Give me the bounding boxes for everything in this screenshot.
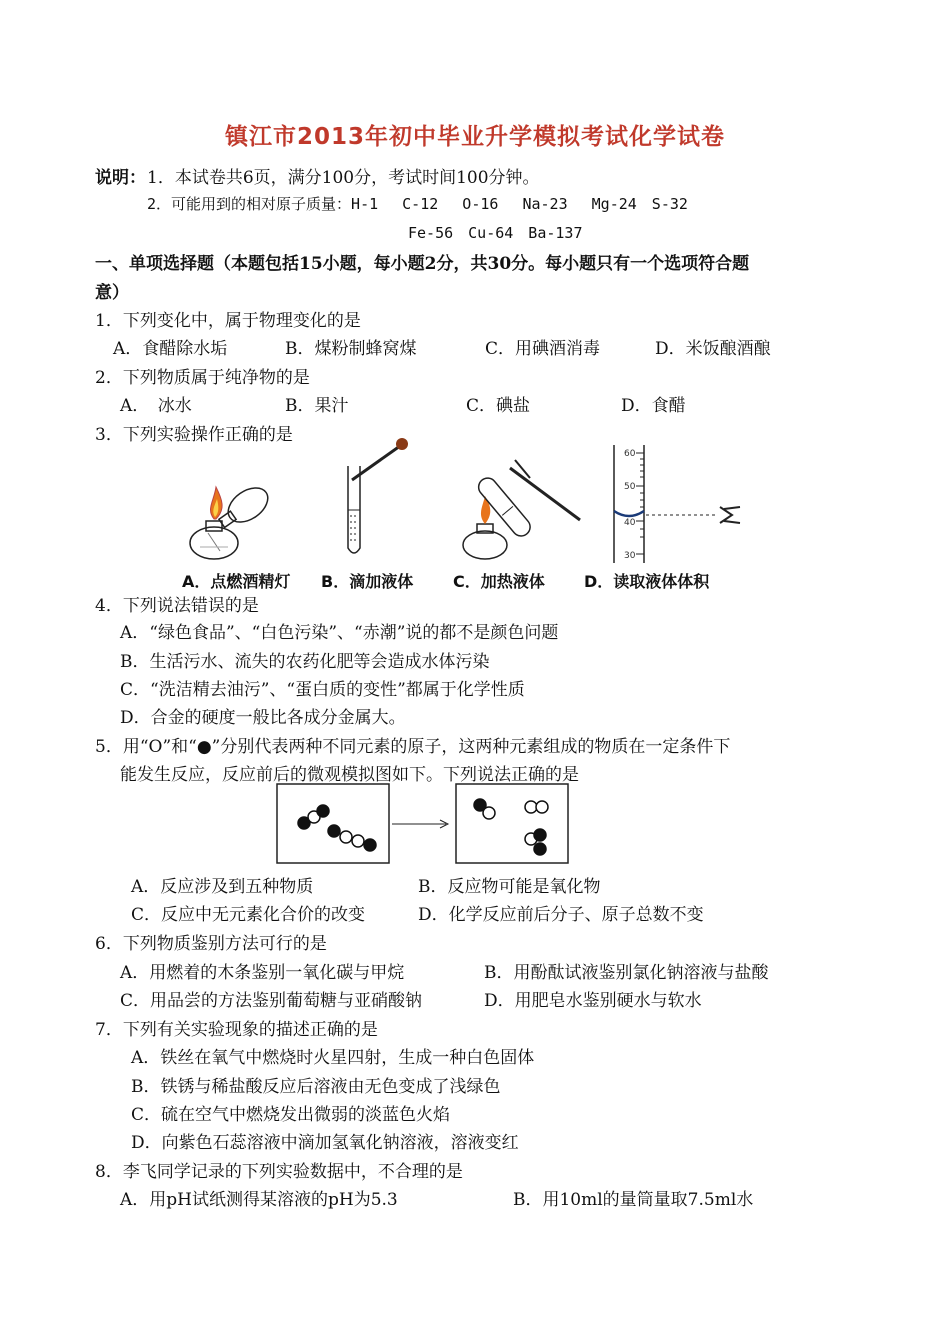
- q7-stem: 7．下列有关实验现象的描述正确的是: [95, 1020, 378, 1040]
- section-heading-cont: 意）: [95, 283, 129, 303]
- q5-option-b: B．反应物可能是氧化物: [418, 877, 601, 897]
- q5-option-a: A．反应涉及到五种物质: [131, 877, 314, 897]
- q4-option-c: C．“洗洁精去油污”、“蛋白质的变性”都属于化学性质: [120, 680, 525, 700]
- q1-option-c: C．用碘酒消毒: [485, 339, 601, 359]
- q1-stem: 1．下列变化中，属于物理变化的是: [95, 311, 361, 331]
- q3-option-a: A．点燃酒精灯: [182, 572, 291, 591]
- section-heading: 一、单项选择题（本题包括15小题，每小题2分，共30分。每小题只有一个选项符合题: [95, 254, 750, 274]
- dropper-figure: [330, 436, 415, 561]
- q7-option-d: D．向紫色石蕊溶液中滴加氢氧化钠溶液，溶液变红: [131, 1133, 519, 1153]
- products-box: [456, 784, 568, 863]
- tick-40: 40: [624, 518, 636, 528]
- q6-stem: 6．下列物质鉴别方法可行的是: [95, 934, 327, 954]
- graduated-cylinder-figure: [608, 441, 748, 565]
- notes-line-2: 2．可能用到的相对原子质量：H-1 C-12 O-16 Na-23 Mg-24 S-32: [147, 195, 688, 213]
- tick-60: 60: [624, 449, 636, 459]
- q4-option-b: B．生活污水、流失的农药化肥等会造成水体污染: [120, 652, 490, 672]
- micro-reaction-figure: [276, 783, 576, 865]
- notes-line-3: Fe-56 Cu-64 Ba-137: [408, 224, 583, 242]
- q5-option-d: D．化学反应前后分子、原子总数不变: [418, 905, 704, 925]
- q5-stem: 5．用“O”和“●”分别代表两种不同元素的原子，这两种元素组成的物质在一定条件下: [95, 737, 731, 757]
- q3-option-d: D．读取液体体积: [584, 572, 710, 591]
- q7-option-c: C．硫在空气中燃烧发出微弱的淡蓝色火焰: [131, 1105, 451, 1125]
- q3-option-b: B．滴加液体: [321, 572, 414, 591]
- q2-stem: 2．下列物质属于纯净物的是: [95, 368, 310, 388]
- q8-option-a: A．用pH试纸测得某溶液的pH为5.3: [120, 1190, 398, 1210]
- q5-stem-cont: 能发生反应，反应前后的微观模拟图如下。下列说法正确的是: [120, 765, 579, 785]
- q7-option-b: B．铁锈与稀盐酸反应后溶液由无色变成了浅绿色: [131, 1077, 501, 1097]
- q8-option-b: B．用10ml的量筒量取7.5ml水: [513, 1190, 754, 1210]
- q1-option-b: B．煤粉制蜂窝煤: [285, 339, 417, 359]
- q3-option-c: C．加热液体: [453, 572, 545, 591]
- notes-line-1: 1．本试卷共6页，满分100分，考试时间100分钟。: [147, 168, 540, 188]
- q2-option-d: D．食醋: [621, 396, 686, 416]
- q4-option-d: D．合金的硬度一般比各成分金属大。: [120, 708, 406, 728]
- q2-option-c: C．碘盐: [466, 396, 531, 416]
- q5-option-c: C．反应中无元素化合价的改变: [131, 905, 366, 925]
- alcohol-lamp-lighting-figure: [186, 465, 286, 570]
- heating-liquid-figure: [455, 450, 590, 565]
- tick-30: 30: [624, 551, 636, 561]
- q8-stem: 8．李飞同学记录的下列实验数据中，不合理的是: [95, 1162, 463, 1182]
- q6-option-d: D．用肥皂水鉴别硬水与软水: [484, 991, 702, 1011]
- q6-option-c: C．用品尝的方法鉴别葡萄糖与亚硝酸钠: [120, 991, 423, 1011]
- q3-stem: 3．下列实验操作正确的是: [95, 425, 293, 445]
- q7-option-a: A．铁丝在氧气中燃烧时火星四射，生成一种白色固体: [131, 1048, 535, 1068]
- q1-option-d: D．米饭酿酒酿: [655, 339, 771, 359]
- q6-option-a: A．用燃着的木条鉴别一氧化碳与甲烷: [120, 963, 405, 983]
- q2-option-b: B．果汁: [285, 396, 349, 416]
- q4-option-a: A．“绿色食品”、“白色污染”、“赤潮”说的都不是颜色问题: [120, 623, 559, 643]
- q2-option-a: A． 冰水: [120, 396, 192, 416]
- tick-50: 50: [624, 482, 636, 492]
- notes-label: 说明：: [95, 168, 146, 188]
- page-title: 镇江市2013年初中毕业升学模拟考试化学试卷: [224, 124, 725, 150]
- q4-stem: 4．下列说法错误的是: [95, 596, 259, 616]
- q1-option-a: A．食醋除水垢: [113, 339, 228, 359]
- q6-option-b: B．用酚酞试液鉴别氯化钠溶液与盐酸: [484, 963, 769, 983]
